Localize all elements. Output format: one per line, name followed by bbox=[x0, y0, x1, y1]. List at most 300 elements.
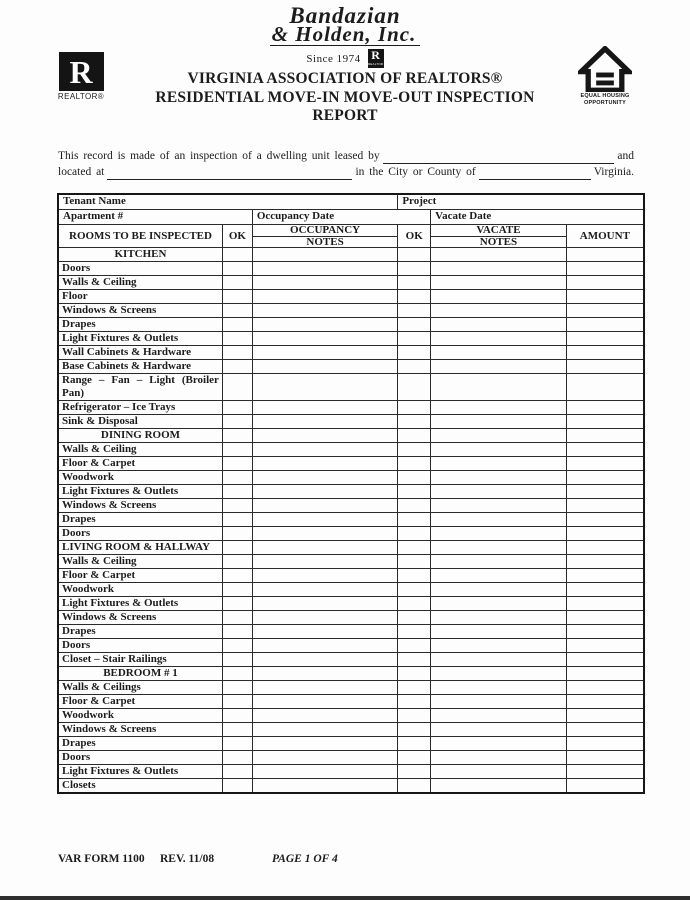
amount-column-header: AMOUNT bbox=[566, 224, 644, 247]
eho-label-line1: EQUAL HOUSING bbox=[580, 93, 630, 99]
vacate-notes-cell bbox=[431, 652, 567, 666]
item-label: Closets bbox=[58, 778, 222, 793]
amount-cell bbox=[566, 582, 644, 596]
item-label: Light Fixtures & Outlets bbox=[58, 484, 222, 498]
ok-occupancy-cell bbox=[222, 554, 252, 568]
amount-cell bbox=[566, 428, 644, 442]
occupancy-notes-cell bbox=[252, 778, 398, 793]
vacate-notes-cell bbox=[431, 568, 567, 582]
occupancy-notes-cell bbox=[252, 484, 398, 498]
ok-occupancy-cell bbox=[222, 428, 252, 442]
ok-vacate-cell bbox=[398, 596, 431, 610]
occupancy-notes-cell bbox=[252, 708, 398, 722]
amount-cell bbox=[566, 303, 644, 317]
ok-vacate-cell bbox=[398, 540, 431, 554]
amount-cell bbox=[566, 568, 644, 582]
occupancy-notes-cell bbox=[252, 652, 398, 666]
ok-vacate-cell bbox=[398, 736, 431, 750]
occupancy-notes-cell bbox=[252, 582, 398, 596]
ok-vacate-cell bbox=[398, 484, 431, 498]
located-at-blank-line bbox=[107, 164, 352, 180]
ok-vacate-cell bbox=[398, 680, 431, 694]
vacate-notes-cell bbox=[431, 526, 567, 540]
occupancy-notes-cell bbox=[252, 345, 398, 359]
item-row bbox=[58, 414, 644, 428]
amount-cell bbox=[566, 470, 644, 484]
ok-occupancy-cell bbox=[222, 694, 252, 708]
ok-occupancy-column-header: OK bbox=[222, 224, 252, 247]
item-label: Sink & Disposal bbox=[58, 414, 222, 428]
item-row bbox=[58, 694, 644, 708]
occupancy-notes-cell bbox=[252, 261, 398, 275]
ok-occupancy-cell bbox=[222, 303, 252, 317]
occupancy-notes-cell bbox=[252, 750, 398, 764]
ok-vacate-cell bbox=[398, 373, 431, 400]
vacate-notes-cell bbox=[431, 400, 567, 414]
vacate-notes-cell bbox=[431, 778, 567, 793]
item-label: Base Cabinets & Hardware bbox=[58, 359, 222, 373]
ok-vacate-cell bbox=[398, 498, 431, 512]
ok-vacate-cell bbox=[398, 317, 431, 331]
vacate-notes-cell bbox=[431, 582, 567, 596]
ok-occupancy-cell bbox=[222, 526, 252, 540]
vacate-notes-cell bbox=[431, 638, 567, 652]
section-title: KITCHEN bbox=[58, 247, 222, 261]
intro-line1-end: and bbox=[617, 150, 634, 162]
ok-occupancy-cell bbox=[222, 247, 252, 261]
item-label: Doors bbox=[58, 261, 222, 275]
item-row bbox=[58, 722, 644, 736]
item-label: Light Fixtures & Outlets bbox=[58, 331, 222, 345]
item-label: Woodwork bbox=[58, 708, 222, 722]
occupancy-notes-cell bbox=[252, 289, 398, 303]
amount-cell bbox=[566, 778, 644, 793]
occupancy-notes-cell bbox=[252, 373, 398, 400]
item-row bbox=[58, 512, 644, 526]
item-row bbox=[58, 400, 644, 414]
item-label: Woodwork bbox=[58, 582, 222, 596]
amount-cell bbox=[566, 456, 644, 470]
amount-cell bbox=[566, 554, 644, 568]
title-line2: RESIDENTIAL MOVE-IN MOVE-OUT INSPECTION bbox=[155, 88, 535, 106]
ok-occupancy-cell bbox=[222, 596, 252, 610]
amount-cell bbox=[566, 289, 644, 303]
item-row bbox=[58, 610, 644, 624]
amount-cell bbox=[566, 331, 644, 345]
title-line1: VIRGINIA ASSOCIATION OF REALTORS® bbox=[187, 70, 503, 87]
vacate-notes-cell bbox=[431, 345, 567, 359]
ok-occupancy-cell bbox=[222, 568, 252, 582]
ok-vacate-cell bbox=[398, 624, 431, 638]
ok-occupancy-cell bbox=[222, 610, 252, 624]
item-row bbox=[58, 554, 644, 568]
revision-label: REV. 11/08 bbox=[160, 853, 215, 865]
occupancy-notes-cell bbox=[252, 498, 398, 512]
ok-vacate-cell bbox=[398, 526, 431, 540]
occupancy-date-field: Occupancy Date bbox=[252, 209, 430, 224]
vacate-notes-cell bbox=[431, 428, 567, 442]
item-row bbox=[58, 261, 644, 275]
vacate-notes-cell bbox=[431, 624, 567, 638]
item-label: Closet – Stair Railings bbox=[58, 652, 222, 666]
amount-cell bbox=[566, 345, 644, 359]
realtor-mini-logo-icon: R REALTOR bbox=[367, 48, 384, 66]
ok-vacate-cell bbox=[398, 652, 431, 666]
vacate-notes-cell bbox=[431, 456, 567, 470]
company-name-line2: & Holden, Inc. bbox=[270, 24, 421, 46]
item-row bbox=[58, 708, 644, 722]
ok-vacate-cell bbox=[398, 456, 431, 470]
section-header-row bbox=[58, 540, 644, 554]
intro-line2-mid: in the City or County of bbox=[355, 166, 476, 178]
item-row bbox=[58, 582, 644, 596]
realtor-logo-label: REALTOR® bbox=[57, 92, 105, 101]
ok-vacate-cell bbox=[398, 568, 431, 582]
section-title: LIVING ROOM & HALLWAY bbox=[58, 540, 222, 554]
ok-occupancy-cell bbox=[222, 373, 252, 400]
company-name-line1: Bandazian bbox=[289, 3, 401, 28]
item-row bbox=[58, 778, 644, 793]
ok-vacate-cell bbox=[398, 261, 431, 275]
occupancy-notes-cell bbox=[252, 247, 398, 261]
vacate-notes-cell bbox=[431, 680, 567, 694]
ok-occupancy-cell bbox=[222, 331, 252, 345]
ok-occupancy-cell bbox=[222, 736, 252, 750]
vacate-notes-cell bbox=[431, 303, 567, 317]
vacate-notes-cell bbox=[431, 289, 567, 303]
item-row bbox=[58, 275, 644, 289]
vacate-notes-cell bbox=[431, 484, 567, 498]
vacate-notes-cell bbox=[431, 610, 567, 624]
item-label: Windows & Screens bbox=[58, 610, 222, 624]
ok-occupancy-cell bbox=[222, 442, 252, 456]
ok-vacate-cell bbox=[398, 345, 431, 359]
amount-cell bbox=[566, 750, 644, 764]
item-label: Windows & Screens bbox=[58, 498, 222, 512]
ok-vacate-cell bbox=[398, 303, 431, 317]
occupancy-notes-cell bbox=[252, 736, 398, 750]
item-label: Windows & Screens bbox=[58, 722, 222, 736]
item-row bbox=[58, 638, 644, 652]
since-label: Since 1974 bbox=[306, 52, 361, 65]
vacate-notes-cell bbox=[431, 414, 567, 428]
ok-occupancy-cell bbox=[222, 680, 252, 694]
section-header-row bbox=[58, 666, 644, 680]
inspection-table bbox=[57, 193, 645, 794]
item-row bbox=[58, 484, 644, 498]
vacate-notes-cell bbox=[431, 331, 567, 345]
vacate-notes-cell bbox=[431, 247, 567, 261]
item-label: Woodwork bbox=[58, 470, 222, 484]
ok-occupancy-cell bbox=[222, 470, 252, 484]
ok-vacate-cell bbox=[398, 694, 431, 708]
amount-cell bbox=[566, 484, 644, 498]
item-label: Drapes bbox=[58, 317, 222, 331]
item-label: Walls & Ceilings bbox=[58, 680, 222, 694]
occupancy-notes-cell bbox=[252, 512, 398, 526]
vacate-notes-cell bbox=[431, 764, 567, 778]
occupancy-notes-cell bbox=[252, 359, 398, 373]
ok-occupancy-cell bbox=[222, 540, 252, 554]
occupancy-notes-cell bbox=[252, 428, 398, 442]
amount-cell bbox=[566, 708, 644, 722]
ok-vacate-cell bbox=[398, 764, 431, 778]
occupancy-notes-column-header: OCCUPANCY NOTES bbox=[252, 224, 398, 247]
vacate-notes-cell bbox=[431, 708, 567, 722]
occupancy-notes-cell bbox=[252, 596, 398, 610]
ok-vacate-cell bbox=[398, 247, 431, 261]
ok-vacate-cell bbox=[398, 750, 431, 764]
item-label: Doors bbox=[58, 638, 222, 652]
amount-cell bbox=[566, 373, 644, 400]
ok-occupancy-cell bbox=[222, 764, 252, 778]
item-label: Range – Fan – Light (Broiler Pan) bbox=[58, 373, 222, 400]
item-label: Walls & Ceiling bbox=[58, 442, 222, 456]
amount-cell bbox=[566, 317, 644, 331]
occupancy-notes-cell bbox=[252, 526, 398, 540]
ok-vacate-cell bbox=[398, 778, 431, 793]
occupancy-notes-cell bbox=[252, 317, 398, 331]
scan-edge-bar bbox=[0, 896, 690, 900]
apartment-dates-row bbox=[58, 209, 644, 224]
amount-cell bbox=[566, 680, 644, 694]
item-row bbox=[58, 303, 644, 317]
ok-occupancy-cell bbox=[222, 498, 252, 512]
section-header-row bbox=[58, 247, 644, 261]
ok-occupancy-cell bbox=[222, 456, 252, 470]
intro-line1-text: This record is made of an inspection of a dwelling unit leased by bbox=[58, 150, 380, 162]
amount-cell bbox=[566, 736, 644, 750]
ok-vacate-cell bbox=[398, 275, 431, 289]
ok-occupancy-cell bbox=[222, 275, 252, 289]
item-row bbox=[58, 736, 644, 750]
amount-cell bbox=[566, 414, 644, 428]
vacate-notes-cell bbox=[431, 596, 567, 610]
section-title: BEDROOM # 1 bbox=[58, 666, 222, 680]
item-row bbox=[58, 764, 644, 778]
amount-cell bbox=[566, 261, 644, 275]
amount-cell bbox=[566, 512, 644, 526]
vacate-notes-cell bbox=[431, 554, 567, 568]
occupancy-notes-cell bbox=[252, 624, 398, 638]
item-label: Drapes bbox=[58, 512, 222, 526]
occupancy-notes-cell bbox=[252, 400, 398, 414]
vacate-notes-cell bbox=[431, 317, 567, 331]
vacate-notes-cell bbox=[431, 750, 567, 764]
ok-vacate-column-header: OK bbox=[398, 224, 431, 247]
vacate-notes-cell bbox=[431, 275, 567, 289]
amount-cell bbox=[566, 652, 644, 666]
ok-vacate-cell bbox=[398, 400, 431, 414]
amount-cell bbox=[566, 596, 644, 610]
amount-cell bbox=[566, 666, 644, 680]
leased-by-blank-line bbox=[383, 148, 615, 164]
vacate-notes-cell bbox=[431, 498, 567, 512]
ok-occupancy-cell bbox=[222, 638, 252, 652]
occupancy-notes-cell bbox=[252, 275, 398, 289]
amount-cell bbox=[566, 400, 644, 414]
occupancy-notes-cell bbox=[252, 331, 398, 345]
vacate-date-field: Vacate Date bbox=[431, 209, 644, 224]
amount-cell bbox=[566, 624, 644, 638]
ok-occupancy-cell bbox=[222, 484, 252, 498]
tenant-name-field: Tenant Name bbox=[58, 194, 398, 209]
ok-vacate-cell bbox=[398, 470, 431, 484]
occupancy-notes-cell bbox=[252, 680, 398, 694]
title-line3: REPORT bbox=[312, 107, 378, 124]
ok-occupancy-cell bbox=[222, 750, 252, 764]
occupancy-notes-cell bbox=[252, 414, 398, 428]
occupancy-notes-cell bbox=[252, 554, 398, 568]
amount-cell bbox=[566, 247, 644, 261]
vacate-notes-cell bbox=[431, 442, 567, 456]
ok-vacate-cell bbox=[398, 722, 431, 736]
ok-vacate-cell bbox=[398, 708, 431, 722]
item-row bbox=[58, 568, 644, 582]
occupancy-notes-cell bbox=[252, 722, 398, 736]
vacate-notes-cell bbox=[431, 666, 567, 680]
item-row bbox=[58, 373, 644, 400]
form-number: VAR FORM 1100 bbox=[58, 853, 145, 865]
section-header-row bbox=[58, 428, 644, 442]
tenant-project-row bbox=[58, 194, 644, 209]
occupancy-notes-cell bbox=[252, 442, 398, 456]
amount-cell bbox=[566, 359, 644, 373]
ok-occupancy-cell bbox=[222, 400, 252, 414]
item-label: Walls & Ceiling bbox=[58, 554, 222, 568]
occupancy-notes-cell bbox=[252, 303, 398, 317]
ok-vacate-cell bbox=[398, 610, 431, 624]
amount-cell bbox=[566, 498, 644, 512]
item-label: Floor bbox=[58, 289, 222, 303]
vacate-notes-cell bbox=[431, 540, 567, 554]
item-label: Floor & Carpet bbox=[58, 568, 222, 582]
item-row bbox=[58, 498, 644, 512]
vacate-notes-cell bbox=[431, 512, 567, 526]
ok-vacate-cell bbox=[398, 331, 431, 345]
vacate-notes-column-header: VACATE NOTES bbox=[431, 224, 567, 247]
ok-vacate-cell bbox=[398, 428, 431, 442]
column-header-row bbox=[58, 224, 644, 247]
item-row bbox=[58, 526, 644, 540]
occupancy-notes-cell bbox=[252, 694, 398, 708]
section-title: DINING ROOM bbox=[58, 428, 222, 442]
ok-occupancy-cell bbox=[222, 414, 252, 428]
ok-occupancy-cell bbox=[222, 345, 252, 359]
city-county-blank-line bbox=[479, 164, 591, 180]
item-row bbox=[58, 652, 644, 666]
amount-cell bbox=[566, 442, 644, 456]
ok-occupancy-cell bbox=[222, 722, 252, 736]
occupancy-notes-cell bbox=[252, 666, 398, 680]
vacate-notes-cell bbox=[431, 736, 567, 750]
ok-occupancy-cell bbox=[222, 261, 252, 275]
ok-vacate-cell bbox=[398, 359, 431, 373]
amount-cell bbox=[566, 526, 644, 540]
item-label: Windows & Screens bbox=[58, 303, 222, 317]
item-row bbox=[58, 750, 644, 764]
occupancy-notes-cell bbox=[252, 470, 398, 484]
ok-vacate-cell bbox=[398, 442, 431, 456]
item-label: Light Fixtures & Outlets bbox=[58, 596, 222, 610]
item-row bbox=[58, 596, 644, 610]
occupancy-notes-cell bbox=[252, 638, 398, 652]
occupancy-notes-cell bbox=[252, 568, 398, 582]
item-label: Floor & Carpet bbox=[58, 694, 222, 708]
vacate-notes-cell bbox=[431, 359, 567, 373]
amount-cell bbox=[566, 764, 644, 778]
amount-cell bbox=[566, 722, 644, 736]
ok-occupancy-cell bbox=[222, 666, 252, 680]
item-row bbox=[58, 624, 644, 638]
item-label: Wall Cabinets & Hardware bbox=[58, 345, 222, 359]
ok-vacate-cell bbox=[398, 512, 431, 526]
amount-cell bbox=[566, 610, 644, 624]
ok-occupancy-cell bbox=[222, 708, 252, 722]
ok-occupancy-cell bbox=[222, 359, 252, 373]
item-label: Drapes bbox=[58, 736, 222, 750]
item-row bbox=[58, 680, 644, 694]
item-row bbox=[58, 470, 644, 484]
item-row bbox=[58, 345, 644, 359]
occupancy-notes-cell bbox=[252, 610, 398, 624]
item-row bbox=[58, 317, 644, 331]
ok-occupancy-cell bbox=[222, 582, 252, 596]
item-label: Floor & Carpet bbox=[58, 456, 222, 470]
item-row bbox=[58, 359, 644, 373]
vacate-notes-cell bbox=[431, 470, 567, 484]
apartment-number-field: Apartment # bbox=[58, 209, 252, 224]
item-label: Light Fixtures & Outlets bbox=[58, 764, 222, 778]
vacate-notes-cell bbox=[431, 373, 567, 400]
occupancy-notes-cell bbox=[252, 540, 398, 554]
item-row bbox=[58, 289, 644, 303]
occupancy-notes-cell bbox=[252, 456, 398, 470]
ok-occupancy-cell bbox=[222, 317, 252, 331]
ok-occupancy-cell bbox=[222, 624, 252, 638]
occupancy-notes-cell bbox=[252, 764, 398, 778]
ok-vacate-cell bbox=[398, 582, 431, 596]
ok-vacate-cell bbox=[398, 638, 431, 652]
item-label: Drapes bbox=[58, 624, 222, 638]
amount-cell bbox=[566, 638, 644, 652]
page-title bbox=[0, 70, 690, 126]
ok-vacate-cell bbox=[398, 414, 431, 428]
ok-occupancy-cell bbox=[222, 289, 252, 303]
page-number: PAGE 1 OF 4 bbox=[272, 853, 338, 865]
amount-cell bbox=[566, 694, 644, 708]
vacate-notes-cell bbox=[431, 694, 567, 708]
intro-line2-text: located at bbox=[58, 166, 105, 178]
vacate-notes-cell bbox=[431, 261, 567, 275]
ok-vacate-cell bbox=[398, 666, 431, 680]
ok-vacate-cell bbox=[398, 554, 431, 568]
ok-occupancy-cell bbox=[222, 778, 252, 793]
amount-cell bbox=[566, 540, 644, 554]
item-label: Walls & Ceiling bbox=[58, 275, 222, 289]
vacate-notes-cell bbox=[431, 722, 567, 736]
item-label: Doors bbox=[58, 526, 222, 540]
item-label: Doors bbox=[58, 750, 222, 764]
ok-occupancy-cell bbox=[222, 512, 252, 526]
intro-line2-end: Virginia. bbox=[593, 166, 634, 178]
item-row bbox=[58, 456, 644, 470]
rooms-column-header: ROOMS TO BE INSPECTED bbox=[58, 224, 222, 247]
eho-label-line2: OPPORTUNITY bbox=[584, 99, 626, 106]
realtor-r-icon: R bbox=[59, 52, 104, 91]
ok-vacate-cell bbox=[398, 289, 431, 303]
intro-paragraph bbox=[58, 148, 634, 180]
